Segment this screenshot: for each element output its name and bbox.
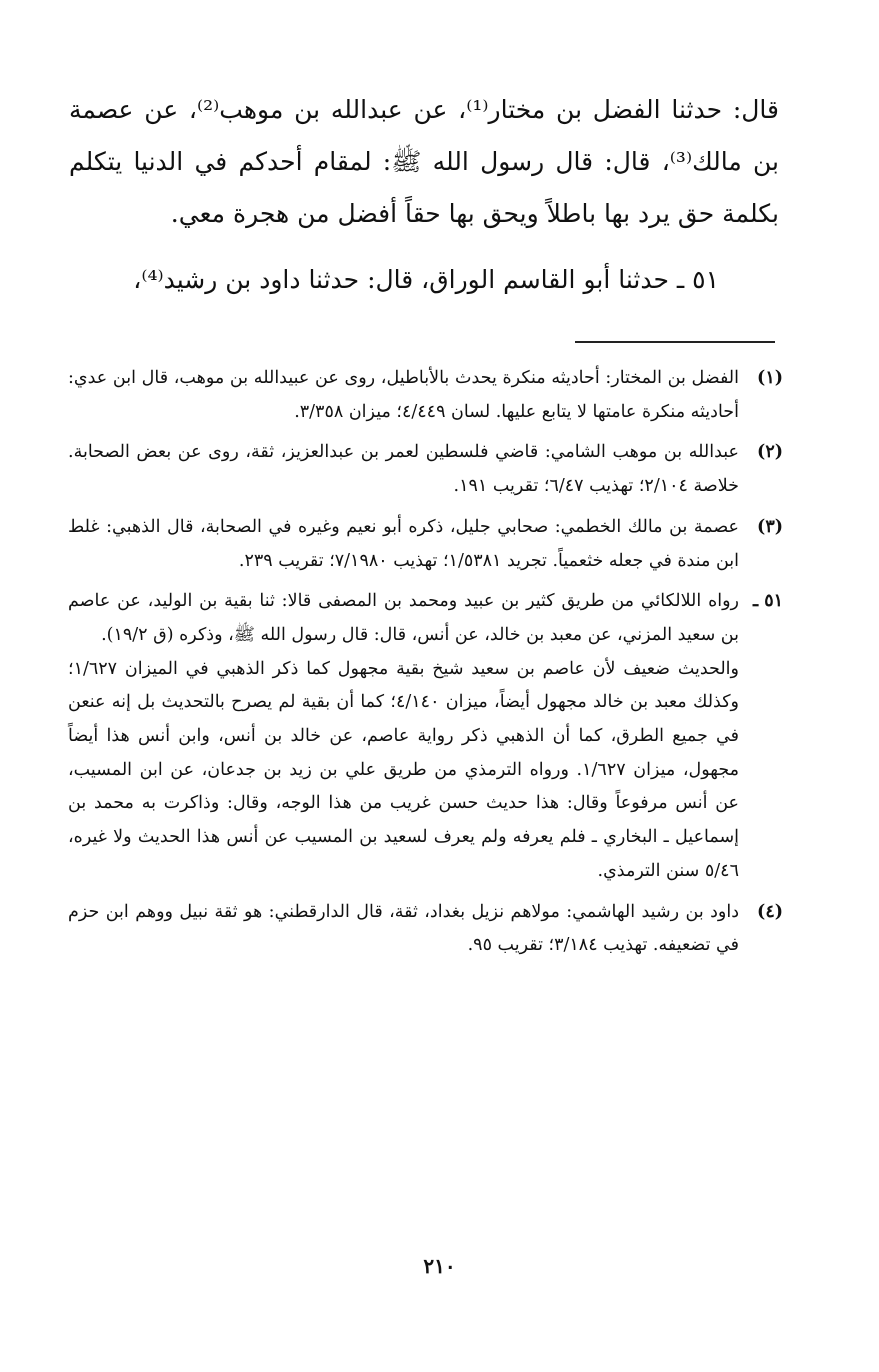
footnote-separator xyxy=(575,341,775,343)
footnote-1 xyxy=(68,362,783,429)
footnote-51 xyxy=(68,585,783,888)
page-number: ٢١٠ xyxy=(423,1254,456,1278)
footnote-number: ٥١ ـ xyxy=(752,591,783,612)
main-paragraph-1: قال: حدثنا الفضل بن مختار⁽¹⁾، عن عبدالله بن موهب⁽²⁾، عن عصمة بن مالك⁽³⁾، قال: قال رسول الله ﷺ: لمقام أحدكم في الدنيا يتكلم بكلمة حق يرد بها باطلاً ويحق بها حقاً أفضل من هجرة معي. xyxy=(69,95,779,228)
footnote-text: الفضل بن المختار: أحاديثه منكرة يحدث بالأباطيل، روى عن عبيدالله بن موهب، قال ابن عدي: أحاديثه منكرة عامتها لا يتابع عليها. لسان ٤/٤٤٩؛ ميزان ٣/٣٥٨. xyxy=(68,368,739,422)
footnote-text xyxy=(68,585,739,888)
footnote-number: (٢) xyxy=(757,442,783,463)
footnote-text: عصمة بن مالك الخطمي: صحابي جليل، ذكره أبو نعيم وغيره في الصحابة، قال الذهبي: غلط ابن مندة في جعله خثعمياً. تجريد ١/٥٣٨١؛ تهذيب ٧/١٩٨٠؛ تقريب ٢٣٩. xyxy=(68,516,739,571)
main-paragraph-2: ٥١ ـ حدثنا أبو القاسم الوراق، قال: حدثنا داود بن رشيد⁽⁴⁾، xyxy=(133,265,719,294)
footnote-text: عبدالله بن موهب الشامي: قاضي فلسطين لعمر بن عبدالعزيز، ثقة، روى عن بعض الصحابة. خلاصة ٢/١٠٤؛ تهذيب ٦/٤٧؛ تقريب ١٩١. xyxy=(68,442,739,497)
footnotes xyxy=(68,362,783,970)
footnote-51-commentary: والحديث ضعيف لأن عاصم بن سعيد شيخ بقية مجهول كما ذكر الذهبي في الميزان ١/٦٢٧؛ وكذلك معبد بن خالد مجهول أيضاً، ميزان ٤/١٤٠؛ كما أن بقية لم يصرح بالتحديث بل إنه عنعن في جميع الطرق، كما أن الذهبي ذكر رواية عاصم، عن خالد بن أنس، وابن أنس هذا أيضاً مجهول، ميزان ١/٦٢٧. ورواه الترمذي من طريق علي بن زيد بن جدعان، عن ابن المسيب، عن أنس مرفوعاً وقال: هذا حديث حسن غريب من هذا الوجه، وقال: وذاكرت به محمد بن إسماعيل ـ البخاري ـ فلم يعرفه ولم يعرف لسعيد بن المسيب عن أنس هذا الحديث ولا غيره، ٥/٤٦ سنن الترمذي. xyxy=(68,658,740,881)
footnote-4 xyxy=(68,896,783,963)
footnote-number: (٣) xyxy=(757,516,783,537)
main-text xyxy=(69,84,779,306)
footnote-2 xyxy=(68,436,783,503)
footnote-text: داود بن رشيد الهاشمي: مولاهم نزيل بغداد، ثقة، قال الدارقطني: هو ثقة نبيل ووهم ابن حزم في تضعيفه. تهذيب ٣/١٨٤؛ تقريب ٩٥. xyxy=(68,901,739,956)
footnote-number: (٤) xyxy=(757,901,783,922)
footnote-51-text: رواه اللالكائي من طريق كثير بن عبيد ومحمد بن المصفى قالا: ثنا بقية بن الوليد، عن عاصم بن سعيد المزني، عن معبد بن خالد، عن أنس، قال: قال رسول الله ﷺ، وذكره (ق ١٩/٢). xyxy=(68,591,739,645)
footnote-3 xyxy=(68,511,783,578)
footnote-number: (١) xyxy=(757,368,783,388)
